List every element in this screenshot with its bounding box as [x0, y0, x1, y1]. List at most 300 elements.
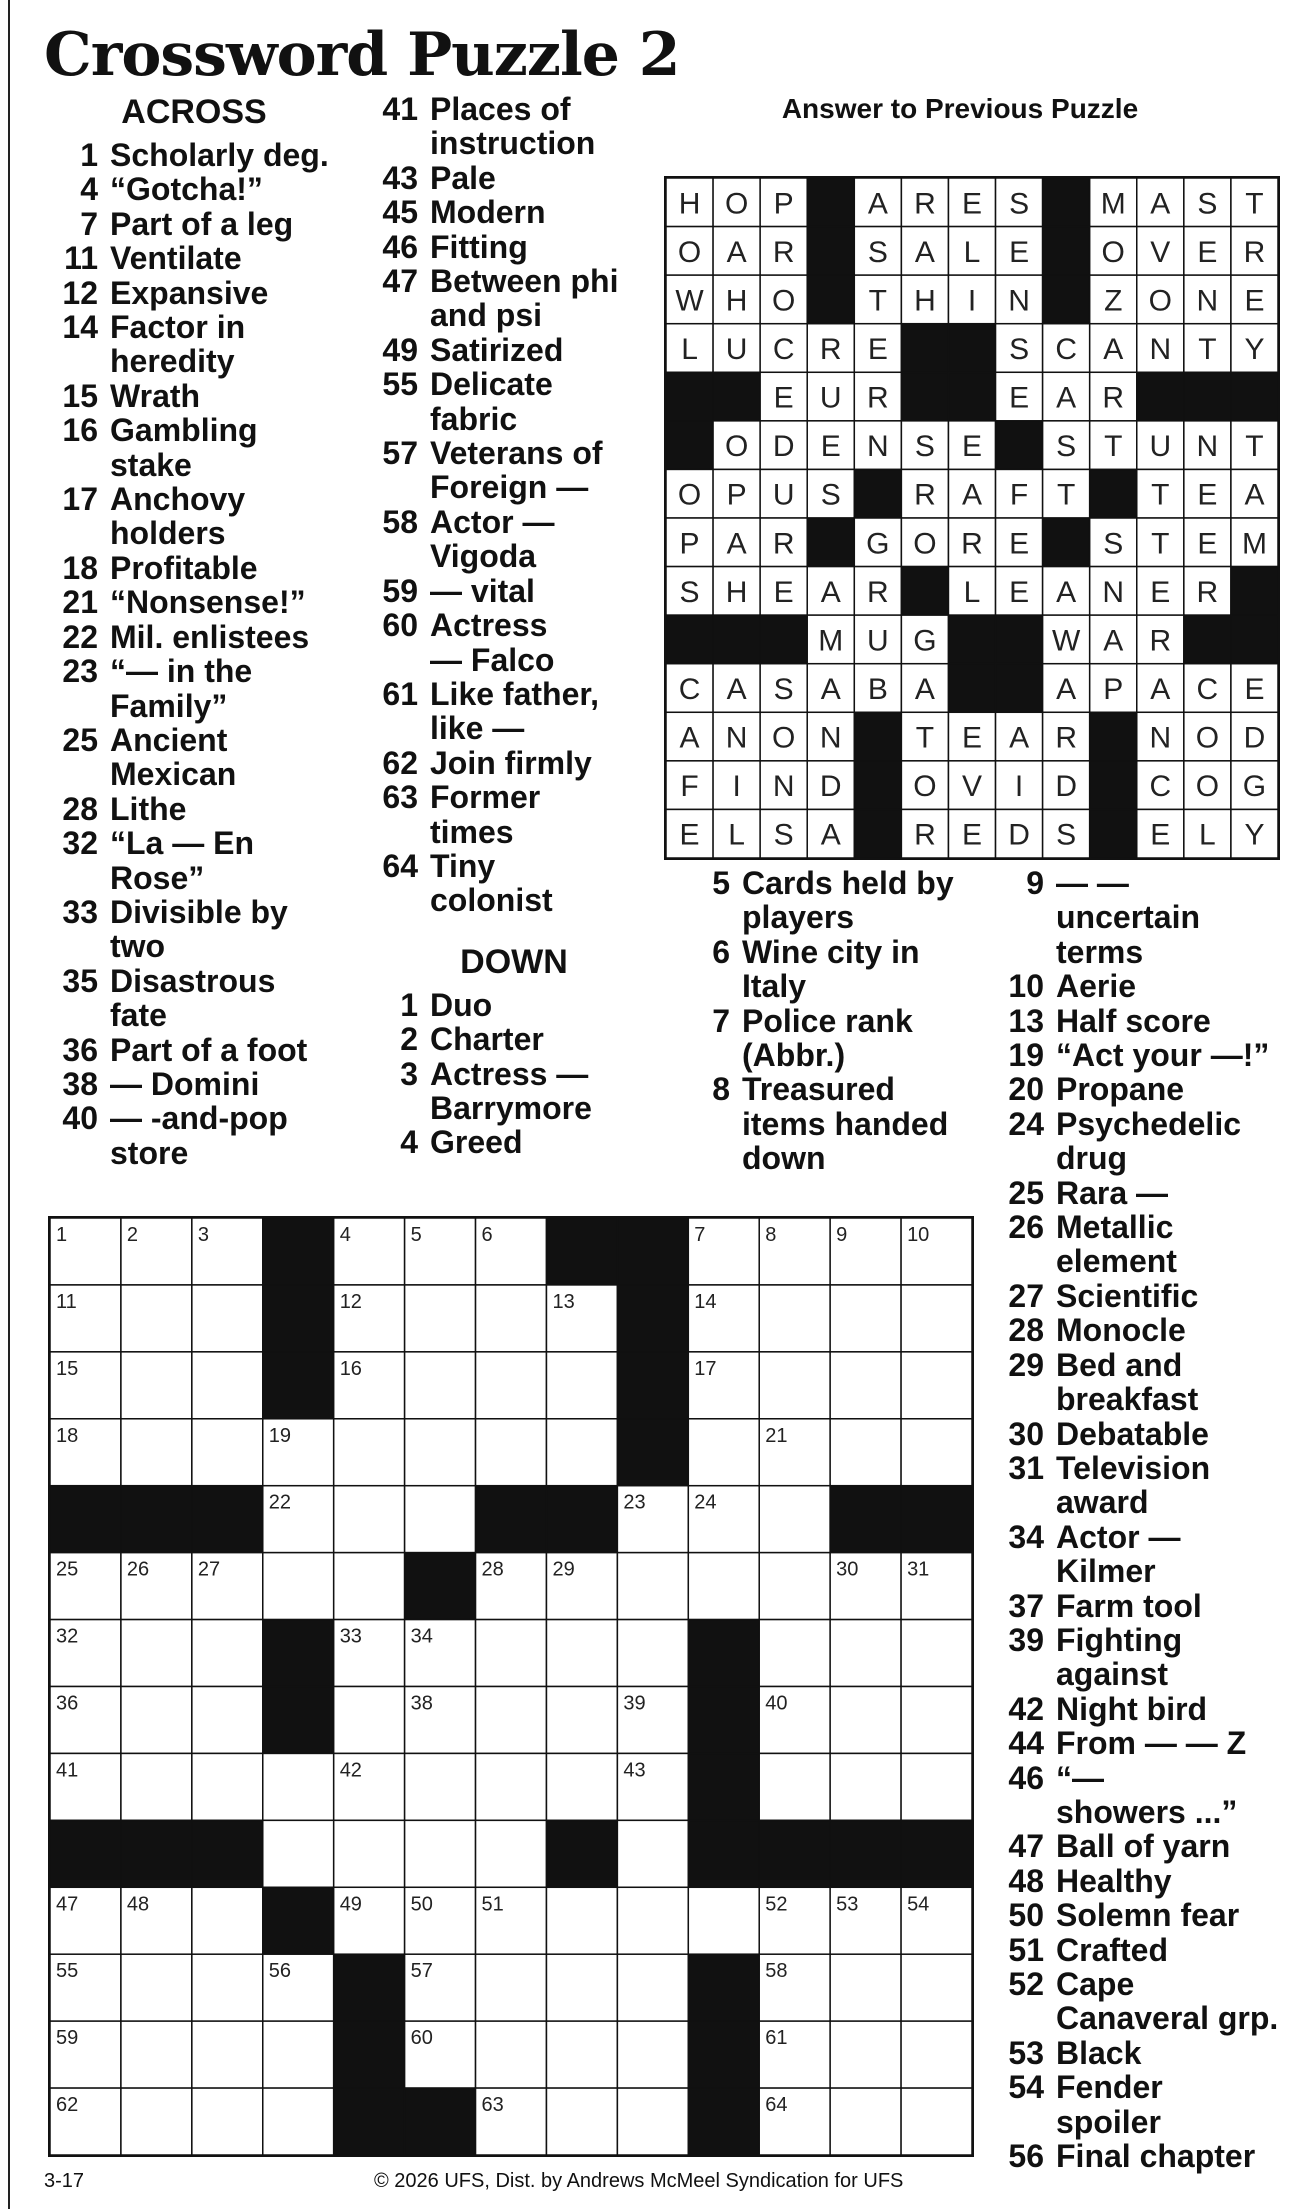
puzzle-black-cell — [263, 1352, 334, 1419]
puzzle-cell[interactable] — [263, 1553, 334, 1620]
puzzle-cell[interactable] — [546, 1419, 617, 1486]
answer-letter: N — [725, 721, 748, 755]
answer-letter: S — [867, 235, 888, 269]
clue-across_col2-55 — [364, 367, 664, 436]
puzzle-cell-number: 23 — [623, 1491, 646, 1514]
clue-line: terms — [1056, 933, 1144, 970]
clue-number: 6 — [712, 933, 730, 970]
clue-number: 28 — [1008, 1312, 1044, 1349]
puzzle-cell[interactable] — [192, 1285, 263, 1352]
clue-text — [1044, 1004, 1211, 1038]
puzzle-cell[interactable] — [192, 1753, 263, 1820]
clue-line: heredity — [110, 343, 235, 380]
answer-letter: O — [913, 770, 937, 804]
puzzle-cell[interactable] — [901, 2088, 972, 2155]
puzzle-cell-number: 21 — [765, 1424, 788, 1447]
answer-black-cell — [1231, 567, 1278, 616]
clue-text — [98, 895, 288, 964]
puzzle-cell[interactable] — [192, 1687, 263, 1754]
answer-letter: A — [1009, 721, 1030, 755]
puzzle-cell[interactable] — [901, 1753, 972, 1820]
puzzle-cell[interactable] — [759, 1486, 830, 1553]
puzzle-cell[interactable] — [901, 1285, 972, 1352]
answer-black-cell — [854, 712, 901, 761]
clue-text — [418, 677, 599, 746]
puzzle-cell[interactable] — [830, 1285, 901, 1352]
clue-text — [98, 964, 275, 1033]
answer-letter: E — [1150, 818, 1171, 852]
puzzle-cell[interactable] — [263, 1820, 334, 1887]
clue-across_col1-32 — [44, 826, 344, 895]
puzzle-cell[interactable] — [901, 1620, 972, 1687]
answer-letter: H — [725, 575, 748, 609]
answer-letter: A — [820, 673, 841, 706]
clue-number: 46 — [1008, 1759, 1044, 1796]
clue-text — [98, 654, 252, 723]
clue-number: 43 — [382, 159, 418, 196]
clue-across_col2-49 — [364, 333, 664, 367]
puzzle-cell[interactable] — [334, 1486, 405, 1553]
clue-text — [98, 585, 306, 619]
puzzle-cell[interactable] — [688, 1887, 759, 1954]
puzzle-cell-number: 49 — [339, 1893, 362, 1916]
puzzle-cell[interactable] — [334, 1419, 405, 1486]
clue-down_col4-19 — [990, 1038, 1295, 1072]
clue-line: Psychedelic — [1056, 1105, 1241, 1142]
puzzle-cell[interactable] — [121, 1687, 192, 1754]
puzzle-cell[interactable] — [192, 1352, 263, 1419]
puzzle-black-cell — [617, 1352, 688, 1419]
clue-number: 19 — [1008, 1037, 1044, 1074]
clue-text — [1044, 1107, 1241, 1176]
puzzle-cell-number: 29 — [552, 1558, 575, 1581]
answer-letter: E — [1009, 381, 1030, 415]
puzzle-cell[interactable] — [901, 1687, 972, 1754]
answer-letter: S — [773, 818, 794, 852]
clue-down_col3-7 — [694, 1004, 1014, 1073]
puzzle-cell[interactable] — [334, 1553, 405, 1620]
clue-line: Actress — — [430, 1055, 589, 1092]
puzzle-cell[interactable] — [192, 2088, 263, 2155]
answer-letter: R — [867, 575, 889, 609]
puzzle-cell[interactable] — [617, 1954, 688, 2021]
puzzle-cell[interactable] — [121, 2021, 192, 2088]
clue-across_col1-12 — [44, 276, 344, 310]
clue-line: “Gotcha!” — [110, 171, 263, 208]
puzzle-cell-number: 16 — [339, 1357, 362, 1380]
puzzle-cell[interactable] — [192, 1887, 263, 1954]
clue-text — [1044, 1210, 1177, 1279]
answer-grid-svg — [666, 178, 1278, 858]
puzzle-cell[interactable] — [405, 1753, 476, 1820]
puzzle-cell[interactable] — [121, 1285, 192, 1352]
clue-number: 41 — [382, 91, 418, 127]
puzzle-cell[interactable] — [192, 1620, 263, 1687]
puzzle-cell[interactable] — [334, 1820, 405, 1887]
puzzle-cell[interactable] — [334, 1687, 405, 1754]
clue-text — [98, 1033, 307, 1067]
answer-letter: M — [1241, 527, 1267, 561]
answer-letter: S — [1009, 333, 1030, 366]
puzzle-cell[interactable] — [192, 1954, 263, 2021]
clue-line: Between phi — [430, 263, 619, 300]
puzzle-cell[interactable] — [476, 1687, 547, 1754]
puzzle-cell[interactable] — [405, 1285, 476, 1352]
answer-letter: A — [1103, 333, 1124, 366]
puzzle-cell-number: 30 — [836, 1558, 859, 1581]
clue-down_col2-2 — [364, 1022, 664, 1056]
puzzle-cell-number: 14 — [694, 1290, 717, 1313]
answer-black-cell — [854, 809, 901, 858]
clue-down_col4-39 — [990, 1623, 1295, 1692]
clue-across_col1-14 — [44, 310, 344, 379]
answer-letter: A — [1150, 187, 1171, 221]
answer-letter: R — [772, 235, 795, 269]
clue-text — [98, 620, 309, 654]
puzzle-cell[interactable] — [476, 1954, 547, 2021]
clue-line: “Nonsense!” — [110, 584, 306, 621]
clue-text — [1044, 1864, 1172, 1898]
clue-down_col4-29 — [990, 1348, 1295, 1417]
answer-black-cell — [666, 615, 713, 664]
clue-across_col1-38 — [44, 1067, 344, 1101]
answer-letter: Y — [1244, 333, 1265, 366]
left-border-line — [8, 0, 10, 2209]
across-clue-list-1 — [44, 138, 344, 1170]
answer-letter: D — [772, 430, 795, 464]
clue-text — [1044, 1176, 1168, 1210]
down-clue-list-1 — [364, 988, 664, 1160]
clue-number: 17 — [62, 481, 98, 518]
clue-number: 40 — [62, 1100, 98, 1137]
puzzle-cell[interactable] — [476, 1620, 547, 1687]
clue-text — [98, 276, 268, 310]
puzzle-cell[interactable] — [830, 1954, 901, 2021]
clue-number: 54 — [1008, 2069, 1044, 2106]
answer-letter: S — [1056, 430, 1077, 464]
puzzle-cell[interactable] — [759, 1553, 830, 1620]
clue-number: 28 — [62, 790, 98, 827]
puzzle-cell[interactable] — [830, 2021, 901, 2088]
clue-text — [418, 333, 563, 367]
clue-number: 38 — [62, 1065, 98, 1102]
clue-number: 22 — [62, 618, 98, 655]
puzzle-cell[interactable] — [617, 1620, 688, 1687]
puzzle-cell-number: 62 — [56, 2094, 79, 2117]
puzzle-cell-number: 3 — [197, 1224, 209, 1246]
answer-letter: C — [1055, 333, 1077, 366]
puzzle-black-cell — [405, 2088, 476, 2155]
puzzle-cell[interactable] — [830, 1753, 901, 1820]
puzzle-black-cell — [334, 1954, 405, 2021]
clue-line: element — [1056, 1243, 1177, 1280]
clue-number: 3 — [400, 1055, 418, 1092]
puzzle-cell[interactable] — [546, 1753, 617, 1820]
clue-down_col2-3 — [364, 1057, 664, 1126]
clue-down_col4-50 — [990, 1898, 1295, 1932]
clue-number: 59 — [382, 572, 418, 609]
clue-line: “Act your —!” — [1056, 1037, 1270, 1074]
answer-letter: S — [1197, 187, 1218, 221]
puzzle-cell-number: 40 — [765, 1692, 788, 1715]
clue-line: Black — [1056, 2034, 1142, 2071]
answer-letter: T — [1104, 430, 1123, 464]
answer-black-cell — [901, 567, 948, 616]
puzzle-cell-number: 22 — [268, 1491, 292, 1514]
answer-black-cell — [807, 518, 854, 567]
clue-down_col4-25 — [990, 1176, 1295, 1210]
clue-line: Like father, — [430, 675, 599, 712]
down-column-2 — [694, 866, 1014, 1176]
clue-down_col4-52 — [990, 1967, 1295, 2036]
puzzle-black-cell — [759, 1820, 830, 1887]
clue-across_col1-25 — [44, 723, 344, 792]
clue-across_col2-45 — [364, 195, 664, 229]
clue-line: Factor in — [110, 309, 246, 346]
clue-down_col4-28 — [990, 1313, 1295, 1347]
clue-text — [1044, 1313, 1186, 1347]
clue-line: Anchovy — [110, 481, 246, 518]
answer-letter: E — [961, 721, 983, 755]
clue-text — [1044, 1520, 1180, 1589]
answer-letter: O — [1195, 770, 1220, 804]
puzzle-cell[interactable] — [263, 1753, 334, 1820]
clue-text — [418, 574, 535, 608]
answer-letter: R — [961, 527, 983, 561]
puzzle-cell[interactable] — [759, 1352, 830, 1419]
answer-letter: A — [914, 235, 935, 269]
clue-number: 26 — [1008, 1209, 1044, 1246]
puzzle-cell[interactable] — [759, 1620, 830, 1687]
answer-letter: T — [1245, 430, 1264, 464]
puzzle-cell-number: 57 — [410, 1960, 433, 1983]
clue-line: (Abbr.) — [742, 1037, 846, 1074]
answer-black-cell — [666, 421, 713, 470]
clue-down_col4-44 — [990, 1726, 1295, 1760]
clue-number: 31 — [1008, 1449, 1044, 1486]
puzzle-cell-number: 33 — [339, 1625, 362, 1648]
down-heading: DOWN — [460, 942, 568, 981]
puzzle-black-cell — [405, 1553, 476, 1620]
answer-letter: C — [678, 673, 701, 706]
answer-letter: S — [1056, 818, 1077, 852]
clue-down_col3-5 — [694, 866, 1014, 935]
clue-text — [418, 436, 603, 505]
answer-letter: P — [1103, 673, 1124, 706]
puzzle-cell[interactable] — [476, 2021, 547, 2088]
answer-letter: E — [1244, 673, 1265, 706]
puzzle-cell[interactable] — [476, 1820, 547, 1887]
puzzle-cell[interactable] — [546, 1687, 617, 1754]
answer-letter: A — [1150, 673, 1171, 706]
puzzle-cell[interactable] — [617, 1887, 688, 1954]
puzzle-cell[interactable] — [121, 1954, 192, 2021]
answer-letter: P — [679, 527, 700, 561]
puzzle-cell[interactable] — [476, 1285, 547, 1352]
puzzle-cell[interactable] — [901, 2021, 972, 2088]
puzzle-cell[interactable] — [121, 1352, 192, 1419]
clue-number: 60 — [382, 607, 418, 644]
puzzle-cell-number: 38 — [410, 1692, 433, 1715]
puzzle-cell-number: 42 — [339, 1759, 362, 1782]
clue-text — [98, 379, 200, 413]
clue-down_col3-8 — [694, 1072, 1014, 1175]
answer-letter: E — [1197, 527, 1218, 561]
clue-line: Rose” — [110, 859, 205, 896]
across-clue-list-2 — [364, 92, 664, 918]
puzzle-cell-number: 47 — [56, 1893, 79, 1916]
clue-line: drug — [1056, 1140, 1128, 1177]
clue-line: Scholarly deg. — [110, 137, 329, 173]
puzzle-cell[interactable] — [688, 1419, 759, 1486]
puzzle-cell[interactable] — [546, 2088, 617, 2155]
puzzle-cell[interactable] — [617, 1553, 688, 1620]
clue-line: Television — [1056, 1449, 1211, 1486]
puzzle-cell[interactable] — [121, 2088, 192, 2155]
clue-number: 33 — [62, 893, 98, 930]
puzzle-cell[interactable] — [405, 1352, 476, 1419]
clue-text — [1044, 1417, 1209, 1451]
puzzle-cell[interactable] — [830, 1352, 901, 1419]
clue-number: 9 — [1026, 865, 1044, 901]
puzzle-cell[interactable] — [688, 1553, 759, 1620]
puzzle-cell[interactable] — [830, 1620, 901, 1687]
clue-line: players — [742, 899, 855, 936]
puzzle-cell[interactable] — [263, 2021, 334, 2088]
puzzle-cell[interactable] — [263, 2088, 334, 2155]
puzzle-cell[interactable] — [405, 1486, 476, 1553]
puzzle-cell[interactable] — [546, 1887, 617, 1954]
puzzle-cell[interactable] — [476, 1352, 547, 1419]
clue-text — [1044, 2036, 1141, 2070]
clue-text — [418, 988, 492, 1022]
puzzle-cell[interactable] — [121, 1620, 192, 1687]
puzzle-cell[interactable] — [830, 1419, 901, 1486]
puzzle-black-cell — [50, 1820, 121, 1887]
puzzle-cell[interactable] — [759, 1285, 830, 1352]
answer-letter: O — [677, 478, 702, 512]
clue-number: 46 — [382, 228, 418, 265]
puzzle-cell[interactable] — [121, 1753, 192, 1820]
puzzle-cell-number: 32 — [56, 1625, 79, 1648]
clue-text — [418, 1022, 544, 1056]
answer-letter: T — [1245, 187, 1264, 221]
puzzle-cell[interactable] — [121, 1419, 192, 1486]
answer-letter: L — [728, 818, 745, 852]
puzzle-cell-number: 60 — [410, 2027, 433, 2050]
clue-line: spoiler — [1056, 2103, 1161, 2140]
clue-across_col2-62 — [364, 746, 664, 780]
clue-line: Lithe — [110, 790, 187, 827]
puzzle-cell[interactable] — [192, 2021, 263, 2088]
puzzle-black-cell — [830, 1820, 901, 1887]
puzzle-cell-number: 43 — [623, 1759, 646, 1782]
puzzle-cell[interactable] — [759, 1753, 830, 1820]
clue-line: Duo — [430, 986, 493, 1023]
puzzle-black-cell — [334, 2088, 405, 2155]
clue-text — [1044, 1038, 1269, 1072]
puzzle-black-cell — [546, 1820, 617, 1887]
clue-number: 34 — [1008, 1518, 1044, 1555]
puzzle-cell[interactable] — [546, 1352, 617, 1419]
down-clue-list-2 — [694, 866, 1014, 1176]
puzzle-cell[interactable] — [192, 1419, 263, 1486]
clue-number: 5 — [712, 865, 730, 901]
clue-across_col1-40 — [44, 1101, 344, 1170]
clue-number: 10 — [1008, 968, 1044, 1005]
clue-number: 29 — [1008, 1346, 1044, 1383]
clue-line: Mil. enlistees — [110, 618, 310, 655]
clue-line: Metallic — [1056, 1209, 1174, 1246]
puzzle-black-cell — [263, 1285, 334, 1352]
puzzle-cell[interactable] — [476, 1419, 547, 1486]
clue-text — [418, 1057, 592, 1126]
puzzle-cell[interactable] — [830, 2088, 901, 2155]
clue-text — [1044, 1829, 1230, 1863]
clue-line: Italy — [742, 968, 807, 1005]
puzzle-cell[interactable] — [546, 2021, 617, 2088]
clue-text — [418, 849, 553, 918]
puzzle-cell-number: 10 — [907, 1224, 930, 1246]
puzzle-cell[interactable] — [476, 1753, 547, 1820]
puzzle-cell-number: 48 — [126, 1893, 150, 1916]
puzzle-cell[interactable] — [901, 1419, 972, 1486]
clue-line: Part of a leg — [110, 205, 294, 242]
puzzle-cell[interactable] — [617, 2088, 688, 2155]
clue-number: 36 — [62, 1031, 98, 1068]
clue-down_col3-6 — [694, 935, 1014, 1004]
answer-black-cell — [1043, 275, 1090, 324]
clue-line: Part of a foot — [110, 1031, 308, 1068]
puzzle-cell[interactable] — [546, 1954, 617, 2021]
clue-line: and psi — [430, 297, 543, 334]
puzzle-cell[interactable] — [830, 1687, 901, 1754]
answer-letter: E — [1197, 235, 1218, 269]
puzzle-cell[interactable] — [901, 1352, 972, 1419]
clue-text — [98, 792, 186, 826]
puzzle-cell[interactable] — [405, 1820, 476, 1887]
clue-number: 24 — [1008, 1105, 1044, 1142]
clue-text — [98, 172, 263, 206]
clue-number: 35 — [62, 962, 98, 999]
clue-across_col1-17 — [44, 482, 344, 551]
puzzle-cell[interactable] — [405, 1419, 476, 1486]
answer-letter: A — [961, 478, 983, 512]
clue-across_col1-7 — [44, 207, 344, 241]
puzzle-black-cell — [546, 1486, 617, 1553]
clue-line: colonist — [430, 882, 553, 919]
puzzle-cell[interactable] — [901, 1954, 972, 2021]
clue-line: Scientific — [1056, 1277, 1199, 1314]
clue-across_col1-22 — [44, 620, 344, 654]
clue-line: Places of — [430, 91, 571, 127]
clue-number: 57 — [382, 435, 418, 472]
down-clue-list-3 — [990, 866, 1295, 2173]
clue-across_col2-41 — [364, 92, 664, 161]
puzzle-cell[interactable] — [546, 1620, 617, 1687]
answer-letter: M — [1100, 187, 1126, 221]
puzzle-cell-number: 7 — [694, 1224, 706, 1246]
clue-down_col2-1 — [364, 988, 664, 1022]
answer-black-cell — [1090, 712, 1137, 761]
clue-line: Solemn fear — [1056, 1897, 1240, 1934]
puzzle-cell[interactable] — [617, 2021, 688, 2088]
clue-down_col2-4 — [364, 1125, 664, 1159]
puzzle-cell[interactable] — [617, 1820, 688, 1887]
clue-across_col1-33 — [44, 895, 344, 964]
clue-down_col4-13 — [990, 1004, 1295, 1038]
clue-text — [98, 826, 254, 895]
